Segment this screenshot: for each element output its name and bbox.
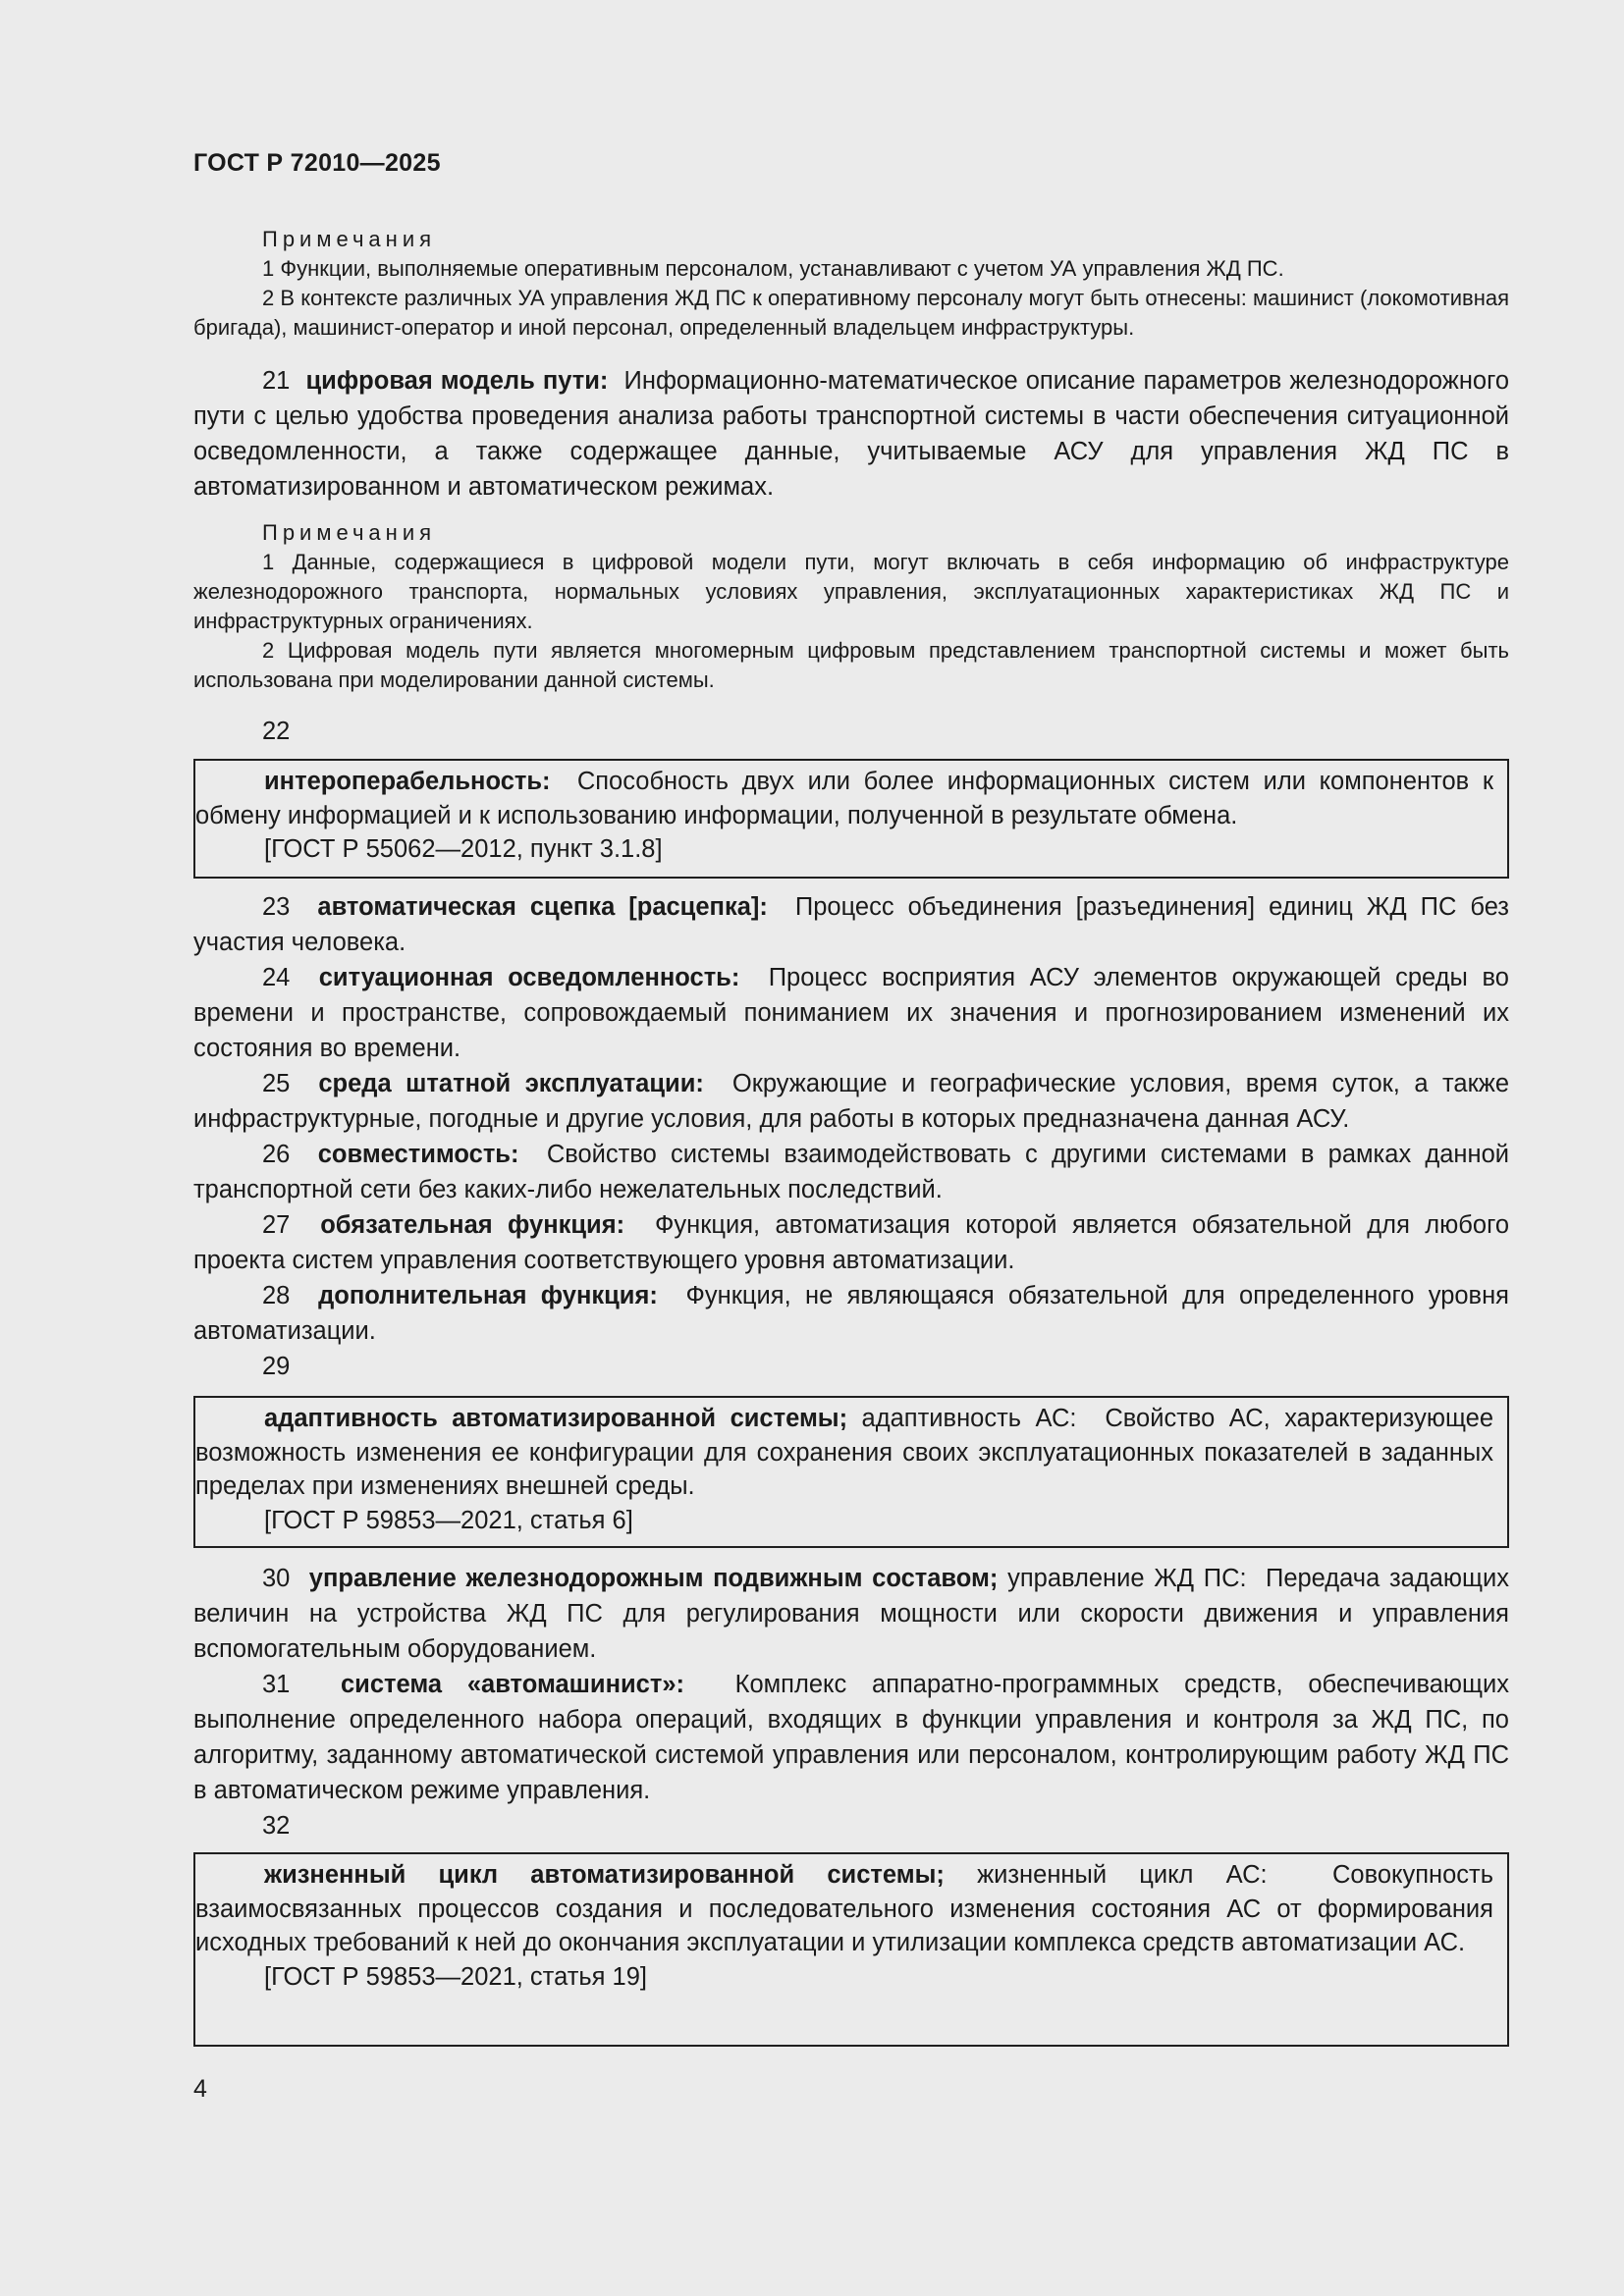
term-definition: Информационно-математическое описание параметров железнодорожного пути с целью удобства проведения анализа работы транспортной системы в части обеспечения ситуационной осведомленности, а также содержащее данные, учитываемые АСУ для управления ЖД ПС в автоматизированном и автоматическом режимах. [193, 367, 1510, 501]
term-number: 26 [262, 1141, 291, 1168]
term-definition: Свойство АС, характеризующее возможность изменения ее конфигурации для сохранения своих эксплуатационных показателей в заданных пределах при изменениях внешней среды. [195, 1405, 1493, 1500]
term-definition: Свойство системы взаимодействовать с другими системами в рамках данной транспортной сети без каких-либо нежелательных последствий. [193, 1141, 1510, 1203]
terms-list [193, 889, 1509, 1384]
term-number: 21 [262, 367, 291, 395]
page-number: 4 [193, 2075, 207, 2103]
term-name: совместимость: [317, 1141, 519, 1168]
notes-block [193, 225, 1509, 343]
term-name: адаптивность автоматизированной системы; [264, 1405, 848, 1432]
term-name: ситуационная осведомленность: [318, 964, 740, 991]
term-definition: Окружающие и географические условия, время суток, а также инфраструктурные, погодные и другие условия, для работы в которых предназначена данная АСУ. [193, 1070, 1509, 1133]
term-entry [193, 1137, 1509, 1207]
term-number: 25 [262, 1070, 291, 1097]
term-number: 31 [262, 1671, 291, 1698]
term-number: 23 [262, 893, 291, 921]
term-name: управление железнодорожным подвижным составом; [308, 1565, 999, 1592]
term-definition: Функция, автоматизация которой является обязательной для любого проекта систем управления соответствующего уровня автоматизации. [193, 1211, 1510, 1274]
term-name: дополнительная функция: [318, 1282, 658, 1309]
note-item: 2 В контексте различных УА управления ЖД ПС к оперативному персоналу могут быть отнесены: машинист (локомотивная бригада), машинист-оператор и иной персонал, определенный владельцем инфраструктуры. [193, 286, 1509, 340]
notes-block [193, 518, 1509, 695]
note-item: 1 Функции, выполняемые оперативным персоналом, устанавливают с учетом УА управления ЖД ПС. [262, 256, 1284, 281]
term-entry [193, 1207, 1509, 1278]
term-entry [193, 1667, 1509, 1808]
term-name: цифровая модель пути: [305, 367, 609, 395]
term-definition: Комплекс аппаратно-программных средств, обеспечивающих выполнение определенного набора операций, входящих в функции управления и контроля за ЖД ПС, по алгоритму, заданному автоматической системой управления или персоналом, контролирующим работу ЖД ПС в автоматическом режиме управления. [193, 1671, 1510, 1804]
term-name: среда штатной эксплуатации: [318, 1070, 704, 1097]
term-synonym: жизненный цикл АС: [977, 1861, 1268, 1889]
term-definition: Процесс объединения [разъединения] единиц ЖД ПС без участия человека. [193, 893, 1510, 956]
term-number: 27 [262, 1211, 291, 1239]
term-definition: Процесс восприятия АСУ элементов окружающей среды во времени и пространстве, сопровождаемый пониманием их значения и прогнозированием изменений их состояния во времени. [193, 964, 1509, 1062]
terms-list [193, 1561, 1509, 1843]
term-number: 28 [262, 1282, 291, 1309]
document-code: ГОСТ Р 72010—2025 [193, 149, 441, 177]
term-number: 29 [262, 1353, 291, 1380]
note-item: 1 Данные, содержащиеся в цифровой модели пути, могут включать в себя информацию об инфраструктуре железнодорожного транспорта, нормальных условиях управления, эксплуатационных характеристиках ЖД ПС и инфраструктурных ограничениях. [193, 550, 1509, 633]
term-entry [193, 363, 1509, 505]
term-entry [193, 1066, 1509, 1137]
term-synonym: управление ЖД ПС: [1007, 1565, 1247, 1592]
term-entry [193, 1278, 1509, 1349]
term-name: система «автомашинист»: [340, 1671, 684, 1698]
note-item: 2 Цифровая модель пути является многомерным цифровым представлением транспортной системы и может быть использована при моделировании данной системы. [193, 638, 1509, 692]
term-entry [193, 889, 1509, 960]
term-definition: Способность двух или более информационных систем или компонентов к обмену информацией и к использованию информации, полученной в результате обмена. [195, 768, 1493, 829]
quoted-term-box [193, 759, 1509, 879]
term-number: 32 [262, 1812, 291, 1840]
term-entry [193, 960, 1509, 1066]
term-number: 30 [262, 1565, 291, 1592]
term-name: жизненный цикл автоматизированной системы; [264, 1861, 945, 1889]
term-definition: Передача задающих величин на устройства ЖД ПС для регулирования мощности или скорости движения и управления вспомогательным оборудованием. [193, 1565, 1509, 1663]
term-synonym: адаптивность АС: [861, 1405, 1077, 1432]
term-definition: Функция, не являющаяся обязательной для определенного уровня автоматизации. [193, 1282, 1509, 1345]
term-name: обязательная функция: [320, 1211, 625, 1239]
term-name: автоматическая сцепка [расцепка]: [317, 893, 768, 921]
quoted-term-box [193, 1396, 1509, 1548]
term-source: [ГОСТ Р 59853—2021, статья 19] [264, 1962, 647, 1991]
term-source: [ГОСТ Р 55062—2012, пункт 3.1.8] [264, 835, 663, 863]
term-definition: Совокупность взаимосвязанных процессов создания и последовательного изменения состояния АС от формирования исходных требований к ней до окончания эксплуатации и утилизации комплекса средств автоматизации АС. [195, 1861, 1493, 1956]
notes-heading: Примечания [262, 227, 437, 251]
term-name: интероперабельность: [264, 768, 551, 795]
term-entry [193, 1561, 1509, 1667]
quoted-term-box [193, 1852, 1509, 2047]
term-source: [ГОСТ Р 59853—2021, статья 6] [264, 1506, 633, 1534]
notes-heading: Примечания [262, 520, 437, 545]
term-number: 24 [262, 964, 291, 991]
term-number: 22 [262, 718, 291, 745]
